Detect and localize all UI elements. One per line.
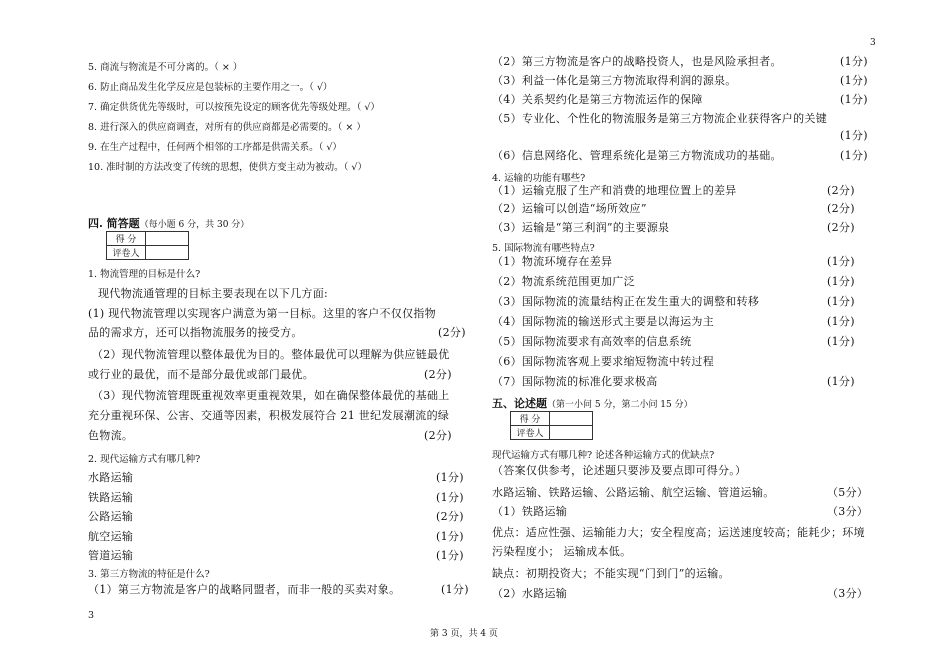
score: (2分) <box>424 368 452 381</box>
score: (2分) <box>827 202 855 215</box>
grader-cell <box>550 426 593 440</box>
score: (1分) <box>827 275 855 288</box>
score: (1分) <box>840 74 868 87</box>
score: (1分) <box>436 530 464 543</box>
answer-line: （6）信息网络化、管理系统化是第三方物流成功的基础。 <box>492 149 782 162</box>
score-cell <box>550 412 593 426</box>
answer-line: （1）第三方物流是客户的战略同盟者，而非一般的买卖对象。 <box>88 583 401 596</box>
score: (1分) <box>840 129 868 142</box>
score: (1分) <box>441 583 469 596</box>
question-2: 2. 现代运输方式有哪几种? <box>88 454 201 465</box>
score: (1分) <box>436 549 464 562</box>
judge-item: 10. 准时制的方法改变了传统的思想，使供方变主动为被动。（ √） <box>88 162 367 173</box>
grader-label: 评卷人 <box>107 246 146 260</box>
answer-line: （6）国际物流客观上要求缩短物流中转过程 <box>492 355 714 368</box>
judge-item: 8. 进行深入的供应商调查，对所有的供应商都是必需要的。（ × ） <box>88 122 366 133</box>
transport-mode: 管道运输 <box>88 549 134 562</box>
answer-line: （3）现代物流管理既重视效率更重视效果，如在确保整体最优的基础上 <box>92 389 450 402</box>
score: (1分) <box>840 93 868 106</box>
page-footer: 第 3 页，共 4 页 <box>430 629 498 639</box>
score: (2分) <box>827 221 855 234</box>
answer-line: 现代物流通管理的目标主要表现在以下几方面: <box>98 287 329 300</box>
score: (1分) <box>827 255 855 268</box>
section4-note: （每小题 6 分，共 30 分） <box>139 220 250 230</box>
transport-mode: 铁路运输 <box>88 491 134 504</box>
judge-item: 9. 在生产过程中，任何两个相邻的工序都是供需关系。（ √） <box>88 142 342 153</box>
score: (2分) <box>827 184 855 197</box>
judge-item: 7. 确定供货优先等级时，可以按预先设定的顾客优先等级处理。（ √） <box>88 102 380 113</box>
score-cell <box>146 232 189 246</box>
score: （3分） <box>827 505 869 518</box>
answer-line: 或行业的最优，而不是部分最优或部门最优。 <box>88 368 314 381</box>
transport-mode: 航空运输 <box>88 530 134 543</box>
answer-line: （2）第三方物流是客户的战略投资人，也是风险承担者。 <box>492 55 782 68</box>
answer-line: （2）水路运输 <box>492 587 568 600</box>
answer-line: （1）运输克服了生产和消费的地理位置上的差异 <box>492 184 737 197</box>
answer-line: （4）关系契约化是第三方物流运作的保障 <box>492 93 703 106</box>
section5-heading <box>492 395 693 411</box>
answer-line: 优点：适应性强、运输能力大；安全程度高；运送速度较高；能耗少；环境 <box>492 526 865 539</box>
answer-line: 充分重视环保、公害、交通等因素，积极发展符合 21 世纪发展潮流的绿 <box>88 409 450 422</box>
answer-line: （1）铁路运输 <box>492 505 568 518</box>
score-label: 得 分 <box>107 232 146 246</box>
score: (1分) <box>827 295 855 308</box>
answer-line: （2）现代物流管理以整体最优为目的。整体最优可以理解为供应链最优 <box>92 348 450 361</box>
score: (2分) <box>436 510 464 523</box>
score: (1分) <box>840 55 868 68</box>
judge-item: 5. 商流与物流是不可分离的。（ × ） <box>88 62 243 73</box>
grader-cell <box>146 246 189 260</box>
section4-heading <box>88 215 249 231</box>
score: (2分) <box>424 429 452 442</box>
answer-line: 色物流。 <box>88 429 134 442</box>
answer-line: （4）国际物流的输送形式主要是以海运为主 <box>492 315 714 328</box>
score: (1分) <box>436 471 464 484</box>
answer-line: 缺点：初期投资大；不能实现“门到门”的运输。 <box>492 567 730 580</box>
answer-line: （7）国际物流的标准化要求极高 <box>492 375 658 388</box>
answer-line: （5）国际物流要求有高效率的信息系统 <box>492 335 692 348</box>
answer-line: 品的需求方，还可以指物流服务的接受方。 <box>88 326 303 339</box>
answer-line: （3）国际物流的流量结构正在发生重大的调整和转移 <box>492 295 760 308</box>
score: （5分） <box>827 486 869 499</box>
transport-mode: 水路运输 <box>88 471 134 484</box>
section5-title: 五、论述题 <box>492 397 547 410</box>
page-number-bottom: 3 <box>88 610 95 621</box>
question-5: 5. 国际物流有哪些特点? <box>492 243 595 254</box>
score-label: 得 分 <box>511 412 550 426</box>
answer-line: 水路运输、铁路运输、公路运输、航空运输、管道运输。 <box>492 486 775 499</box>
answer-line: 污染程度小； 运输成本低。 <box>492 545 632 558</box>
answer-line: （3）运输是“第三利润”的主要源泉 <box>492 221 670 234</box>
score: (1分) <box>840 149 868 162</box>
score-table <box>510 411 593 440</box>
answer-line: （2）运输可以创造“场所效应” <box>492 202 647 215</box>
score: (1分) <box>827 375 855 388</box>
question-1: 1. 物流管理的目标是什么? <box>88 269 201 280</box>
grader-label: 评卷人 <box>511 426 550 440</box>
section4-title: 四. 简答题 <box>88 217 140 230</box>
score-table <box>106 231 189 260</box>
score: （3分） <box>827 587 869 600</box>
answer-line: (1) 现代物流管理以实现客户满意为第一目标。这里的客户不仅仅指物 <box>88 307 436 320</box>
essay-hint: （答案仅供参考，论述题只要涉及要点即可得分。） <box>492 464 747 477</box>
judge-item: 6. 防止商品发生化学反应是包装标的主要作用之一。（ √） <box>88 82 333 93</box>
answer-line: （3）利益一体化是第三方物流取得利润的源泉。 <box>492 74 737 87</box>
answer-line: （2）物流系统范围更加广泛 <box>492 275 635 288</box>
question-3: 3. 第三方物流的特征是什么? <box>88 569 210 580</box>
transport-mode: 公路运输 <box>88 510 134 523</box>
page-number-top: 3 <box>870 38 876 48</box>
section5-note: （第一小问 5 分，第二小问 15 分） <box>547 400 693 410</box>
score: (1分) <box>827 315 855 328</box>
question-4: 4. 运输的功能有哪些? <box>492 173 586 184</box>
score: (1分) <box>827 335 855 348</box>
answer-line: （5）专业化、个性化的物流服务是第三方物流企业获得客户的关键 <box>492 112 827 125</box>
answer-line: （1）物流环境存在差异 <box>492 255 613 268</box>
score: (2分) <box>438 326 466 339</box>
essay-question: 现代运输方式有哪几种? 论述各种运输方式的优缺点? <box>492 450 715 461</box>
score: (1分) <box>436 491 464 504</box>
